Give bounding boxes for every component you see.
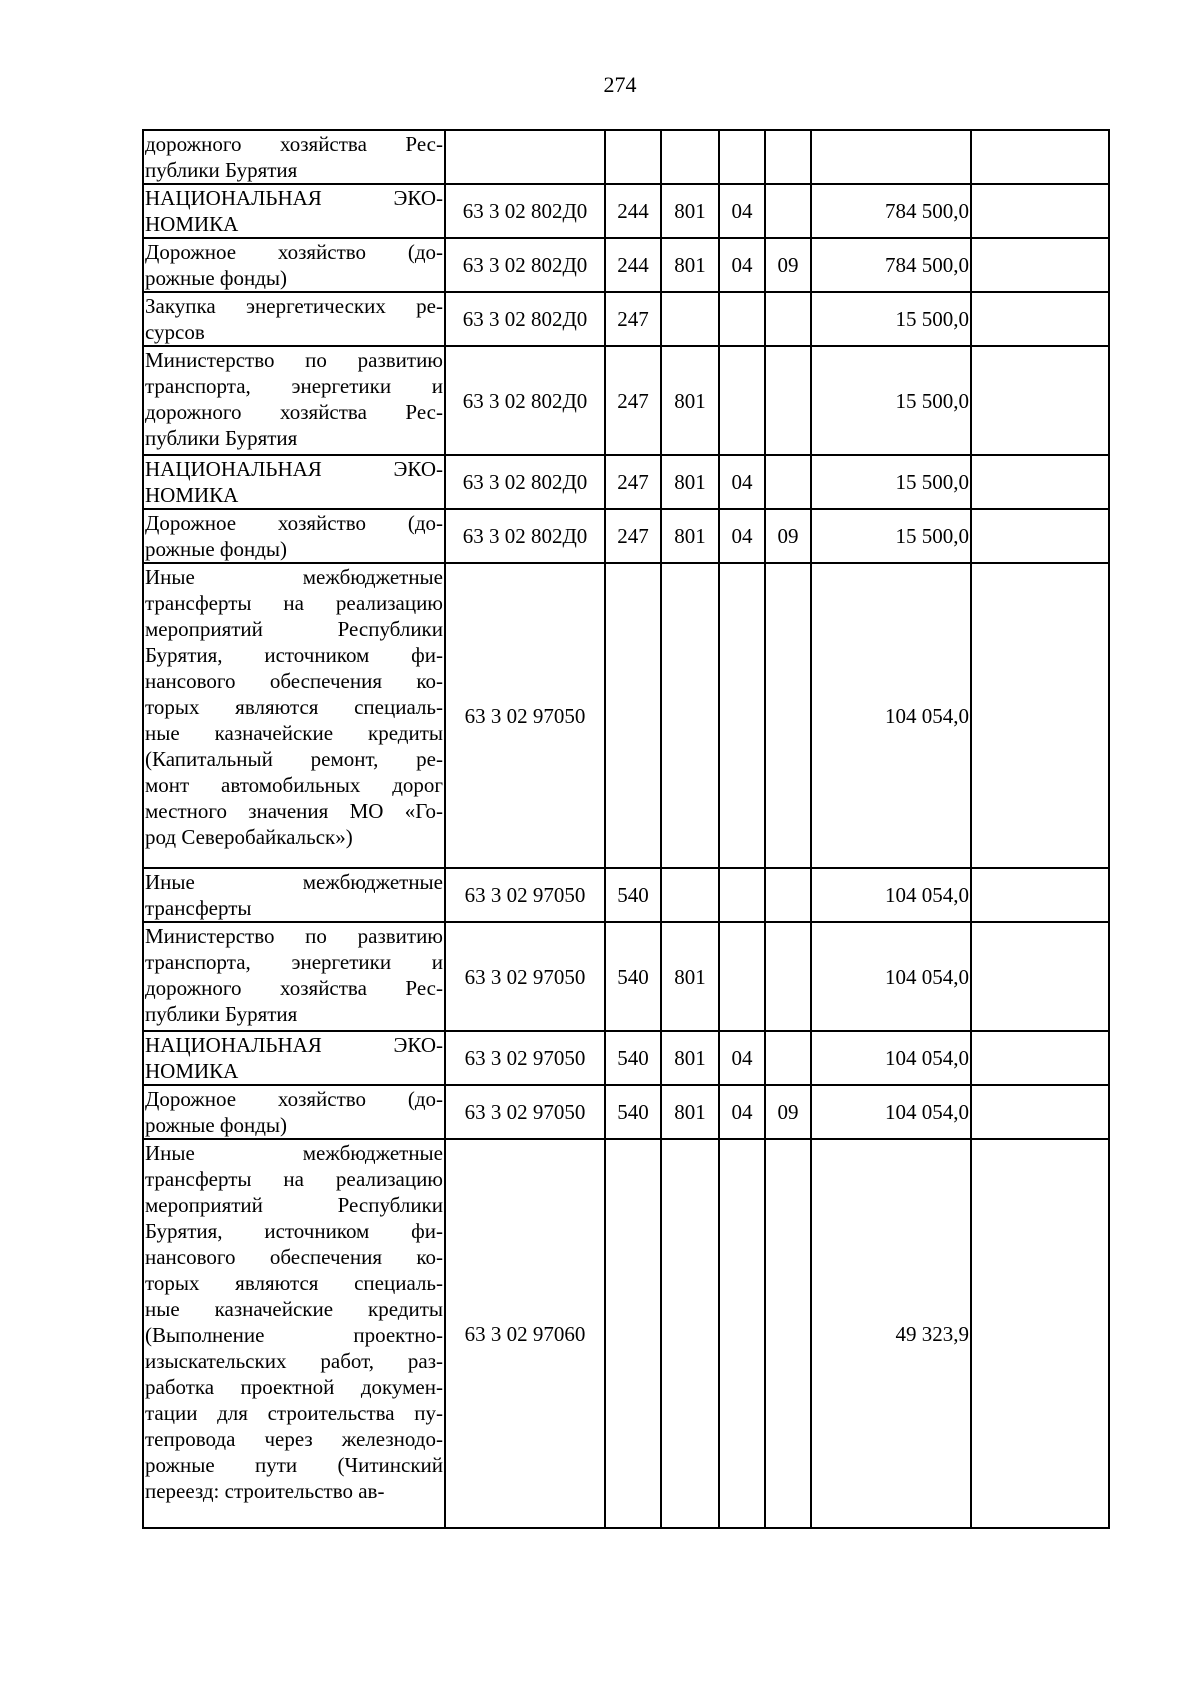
item-name-line: НОМИКА	[145, 212, 239, 236]
item-name-cell	[143, 184, 445, 238]
item-name-line: изыскательских работ, раз-	[145, 1349, 443, 1373]
amount-cell: 49 323,9	[811, 1139, 971, 1528]
expense-type-cell: 244	[605, 238, 661, 292]
section-cell	[719, 130, 765, 184]
item-name-line: Дорожное хозяйство (до-	[145, 240, 443, 264]
expense-type-cell: 247	[605, 455, 661, 509]
table-row	[143, 563, 1109, 868]
subsection-cell	[765, 1031, 811, 1085]
ministry-code-cell	[661, 1139, 719, 1528]
item-name-line: нансового обеспечения ко-	[145, 1245, 443, 1269]
section-cell: 04	[719, 455, 765, 509]
amount-cell: 104 054,0	[811, 868, 971, 922]
table-row	[143, 130, 1109, 184]
item-name-line: публики Бурятия	[145, 158, 298, 182]
subsection-cell	[765, 184, 811, 238]
amount-cell: 15 500,0	[811, 455, 971, 509]
kbk-code-cell: 63 3 02 97050	[445, 922, 605, 1031]
extra-cell	[971, 238, 1109, 292]
item-name-line: дорожного хозяйства Рес-	[145, 976, 443, 1000]
expense-type-cell: 540	[605, 922, 661, 1031]
item-name-line: местного значения МО «Го-	[145, 799, 443, 823]
subsection-cell	[765, 455, 811, 509]
item-name-line: трансферты на реализацию	[145, 1167, 443, 1191]
extra-cell	[971, 509, 1109, 563]
extra-cell	[971, 130, 1109, 184]
page-number: 274	[603, 72, 637, 97]
subsection-cell	[765, 292, 811, 346]
item-name-line: сурсов	[145, 320, 205, 344]
extra-cell	[971, 563, 1109, 868]
section-cell	[719, 1139, 765, 1528]
extra-cell	[971, 922, 1109, 1031]
amount-cell: 104 054,0	[811, 1085, 971, 1139]
subsection-cell	[765, 563, 811, 868]
item-name-cell	[143, 1085, 445, 1139]
item-name-line: Закупка энергетических ре-	[145, 294, 443, 318]
item-name-cell	[143, 130, 445, 184]
item-name-cell	[143, 292, 445, 346]
item-name-line: ные казначейские кредиты	[145, 721, 443, 745]
subsection-cell	[765, 1139, 811, 1528]
extra-cell	[971, 1031, 1109, 1085]
table-row	[143, 184, 1109, 238]
kbk-code-cell: 63 3 02 802Д0	[445, 346, 605, 455]
extra-cell	[971, 292, 1109, 346]
item-name-line: НАЦИОНАЛЬНАЯ ЭКО-	[145, 457, 443, 481]
item-name-line: Дорожное хозяйство (до-	[145, 1087, 443, 1111]
item-name-cell	[143, 509, 445, 563]
extra-cell	[971, 868, 1109, 922]
kbk-code-cell: 63 3 02 97060	[445, 1139, 605, 1528]
item-name-line: род Северобайкальск»)	[145, 825, 353, 849]
kbk-code-cell: 63 3 02 97050	[445, 868, 605, 922]
kbk-code-cell: 63 3 02 802Д0	[445, 292, 605, 346]
extra-cell	[971, 184, 1109, 238]
item-name-line: тации для строительства пу-	[145, 1401, 443, 1425]
item-name-line: Бурятия, источником фи-	[145, 1219, 443, 1243]
kbk-code-cell: 63 3 02 802Д0	[445, 455, 605, 509]
table-row	[143, 868, 1109, 922]
amount-cell: 15 500,0	[811, 292, 971, 346]
item-name-cell	[143, 346, 445, 455]
item-name-line: рожные фонды)	[145, 266, 288, 290]
section-cell: 04	[719, 238, 765, 292]
item-name-cell	[143, 868, 445, 922]
kbk-code-cell: 63 3 02 97050	[445, 1085, 605, 1139]
ministry-code-cell	[661, 292, 719, 346]
kbk-code-cell	[445, 130, 605, 184]
item-name-cell	[143, 455, 445, 509]
item-name-line: НАЦИОНАЛЬНАЯ ЭКО-	[145, 1033, 443, 1057]
item-name-line: тепровода через железнодо-	[145, 1427, 443, 1451]
subsection-cell: 09	[765, 1085, 811, 1139]
ministry-code-cell: 801	[661, 346, 719, 455]
section-cell: 04	[719, 1085, 765, 1139]
extra-cell	[971, 346, 1109, 455]
ministry-code-cell	[661, 563, 719, 868]
item-name-line: торых являются специаль-	[145, 1271, 443, 1295]
ministry-code-cell	[661, 130, 719, 184]
item-name-line: трансферты	[145, 896, 252, 920]
expense-type-cell: 244	[605, 184, 661, 238]
item-name-line: Министерство по развитию	[145, 924, 443, 948]
section-cell	[719, 292, 765, 346]
kbk-code-cell: 63 3 02 802Д0	[445, 184, 605, 238]
item-name-line: НОМИКА	[145, 483, 239, 507]
kbk-code-cell: 63 3 02 97050	[445, 1031, 605, 1085]
section-cell: 04	[719, 509, 765, 563]
item-name-line: публики Бурятия	[145, 426, 298, 450]
item-name-line: мероприятий Республики	[145, 1193, 443, 1217]
item-name-line: нансового обеспечения ко-	[145, 669, 443, 693]
kbk-code-cell: 63 3 02 802Д0	[445, 238, 605, 292]
expense-type-cell: 247	[605, 292, 661, 346]
amount-cell	[811, 130, 971, 184]
expense-type-cell	[605, 563, 661, 868]
kbk-code-cell: 63 3 02 802Д0	[445, 509, 605, 563]
ministry-code-cell: 801	[661, 455, 719, 509]
table-body	[143, 130, 1109, 1528]
item-name-line: Иные межбюджетные	[145, 1141, 443, 1165]
item-name-line: работка проектной докумен-	[145, 1375, 443, 1399]
item-name-line: публики Бурятия	[145, 1002, 298, 1026]
item-name-line: торых являются специаль-	[145, 695, 443, 719]
expense-type-cell: 540	[605, 1031, 661, 1085]
subsection-cell	[765, 922, 811, 1031]
extra-cell	[971, 455, 1109, 509]
subsection-cell: 09	[765, 509, 811, 563]
item-name-cell	[143, 1139, 445, 1528]
item-name-cell	[143, 1031, 445, 1085]
table-row	[143, 922, 1109, 1031]
table-row	[143, 1085, 1109, 1139]
table-row	[143, 455, 1109, 509]
item-name-line: НОМИКА	[145, 1059, 239, 1083]
item-name-line: дорожного хозяйства Рес-	[145, 400, 443, 424]
budget-table	[142, 129, 1110, 1529]
expense-type-cell	[605, 1139, 661, 1528]
section-cell: 04	[719, 1031, 765, 1085]
item-name-line: (Выполнение проектно-	[145, 1323, 443, 1347]
item-name-line: переезд: строительство ав-	[145, 1479, 385, 1503]
amount-cell: 784 500,0	[811, 184, 971, 238]
item-name-line: Иные межбюджетные	[145, 870, 443, 894]
expense-type-cell	[605, 130, 661, 184]
item-name-line: транспорта, энергетики и	[145, 374, 443, 398]
section-cell	[719, 922, 765, 1031]
item-name-line: рожные пути (Читинский	[145, 1453, 443, 1477]
extra-cell	[971, 1139, 1109, 1528]
item-name-line: Дорожное хозяйство (до-	[145, 511, 443, 535]
section-cell	[719, 563, 765, 868]
item-name-line: НАЦИОНАЛЬНАЯ ЭКО-	[145, 186, 443, 210]
ministry-code-cell: 801	[661, 1031, 719, 1085]
item-name-line: мероприятий Республики	[145, 617, 443, 641]
ministry-code-cell: 801	[661, 922, 719, 1031]
section-cell: 04	[719, 184, 765, 238]
ministry-code-cell: 801	[661, 238, 719, 292]
table-row	[143, 509, 1109, 563]
kbk-code-cell: 63 3 02 97050	[445, 563, 605, 868]
item-name-cell	[143, 563, 445, 868]
expense-type-cell: 540	[605, 1085, 661, 1139]
expense-type-cell: 540	[605, 868, 661, 922]
item-name-line: ные казначейские кредиты	[145, 1297, 443, 1321]
item-name-line: Министерство по развитию	[145, 348, 443, 372]
table-row	[143, 346, 1109, 455]
extra-cell	[971, 1085, 1109, 1139]
item-name-line: монт автомобильных дорог	[145, 773, 443, 797]
item-name-cell	[143, 922, 445, 1031]
item-name-line: рожные фонды)	[145, 1113, 288, 1137]
item-name-line: Бурятия, источником фи-	[145, 643, 443, 667]
ministry-code-cell	[661, 868, 719, 922]
table-row	[143, 1031, 1109, 1085]
expense-type-cell: 247	[605, 509, 661, 563]
item-name-line: (Капитальный ремонт, ре-	[145, 747, 443, 771]
subsection-cell	[765, 868, 811, 922]
amount-cell: 784 500,0	[811, 238, 971, 292]
ministry-code-cell: 801	[661, 509, 719, 563]
subsection-cell	[765, 346, 811, 455]
section-cell	[719, 868, 765, 922]
section-cell	[719, 346, 765, 455]
expense-type-cell: 247	[605, 346, 661, 455]
table-row	[143, 1139, 1109, 1528]
item-name-line: дорожного хозяйства Рес-	[145, 132, 443, 156]
amount-cell: 104 054,0	[811, 1031, 971, 1085]
table-row	[143, 292, 1109, 346]
amount-cell: 15 500,0	[811, 509, 971, 563]
amount-cell: 104 054,0	[811, 922, 971, 1031]
item-name-line: транспорта, энергетики и	[145, 950, 443, 974]
item-name-line: Иные межбюджетные	[145, 565, 443, 589]
ministry-code-cell: 801	[661, 184, 719, 238]
subsection-cell: 09	[765, 238, 811, 292]
item-name-line: трансферты на реализацию	[145, 591, 443, 615]
item-name-cell	[143, 238, 445, 292]
subsection-cell	[765, 130, 811, 184]
item-name-line: рожные фонды)	[145, 537, 288, 561]
amount-cell: 15 500,0	[811, 346, 971, 455]
ministry-code-cell: 801	[661, 1085, 719, 1139]
table-row	[143, 238, 1109, 292]
amount-cell: 104 054,0	[811, 563, 971, 868]
